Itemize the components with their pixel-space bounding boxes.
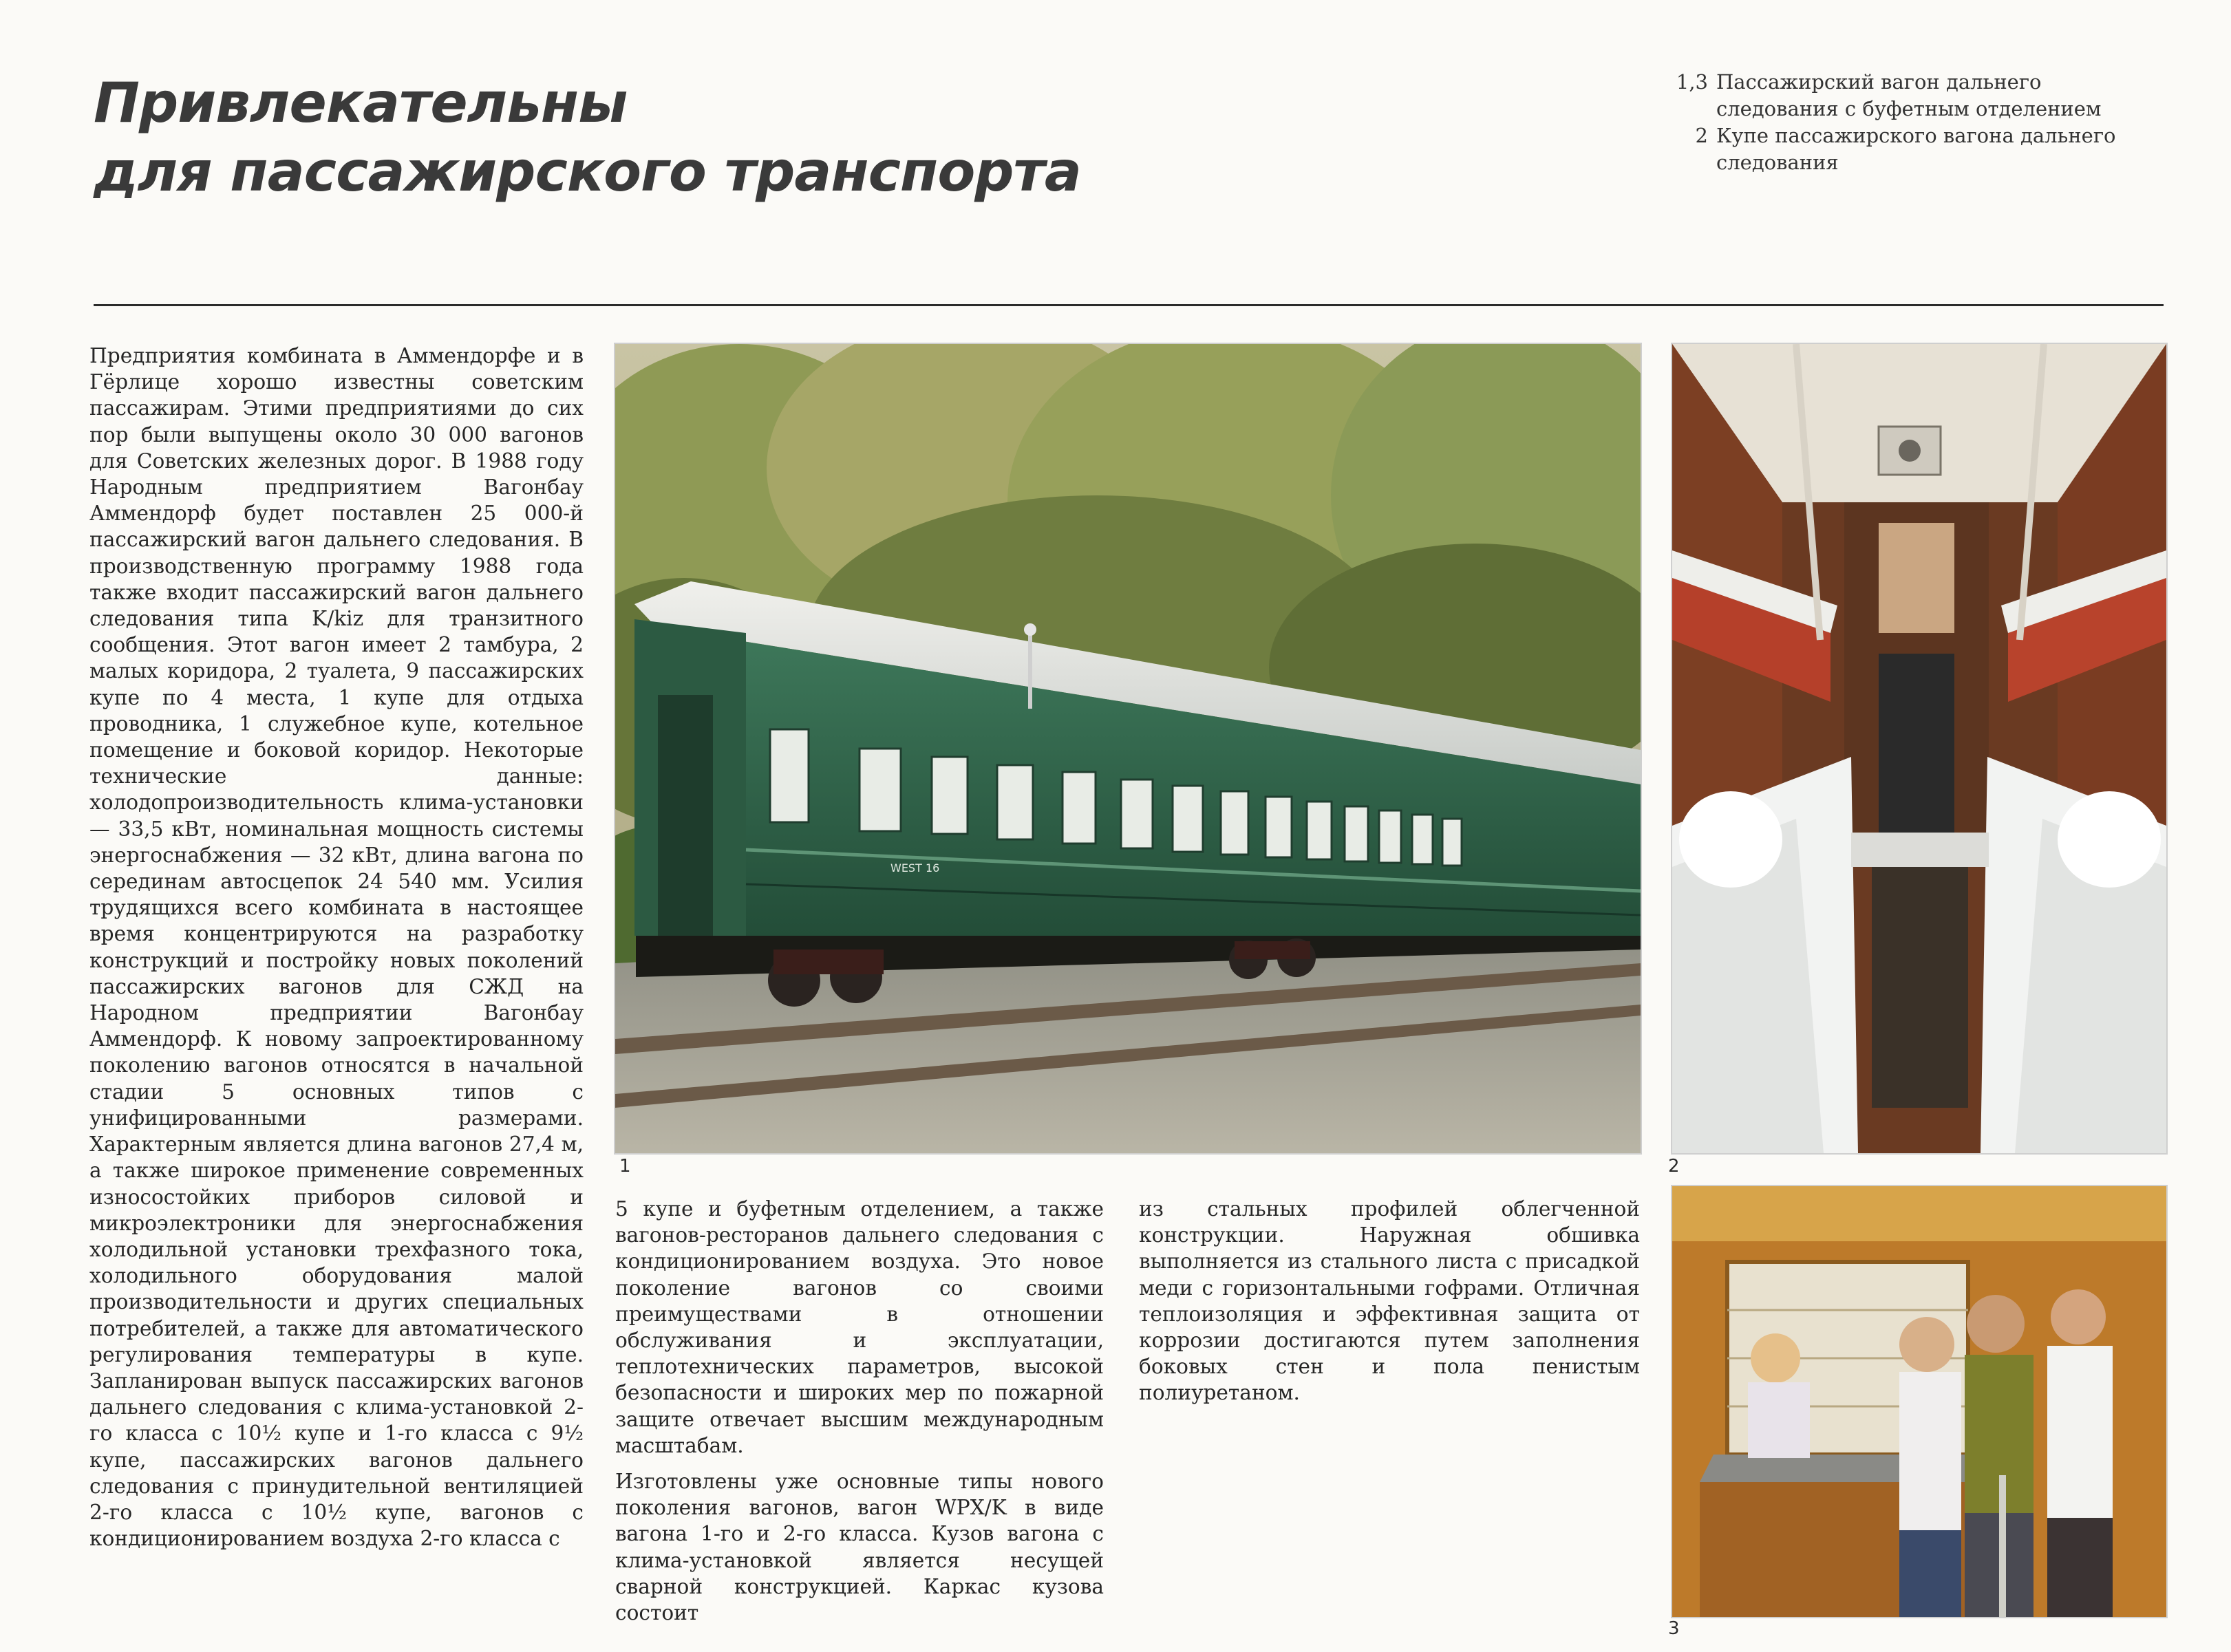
caption-item <box>1665 69 2161 122</box>
car-marking: WEST 16 <box>890 861 940 875</box>
paragraph: Предприятия комбината в Аммендорфе и в Гёрлице хорошо известны советским пассажирам. Этими предприятиями до сих пор были выпущены около 30 000 вагонов для Советских железных дорог. В 1988 году Народным предприятием Вагонбау Аммендорф будет поставлен 25 000-й пассажирский вагон дальнего следования. В производственную программу 1988 года также входит пассажирский вагон дальнего следования типа K/kiz для транзитного сообщения. Этот вагон имеет 2 тамбура, 2 малых коридора, 2 туалета, 9 пассажирских купе по 4 места, 1 купе для отдыха проводника, 1 служебное купе, котельное помещение и боковой коридор. Некоторые технические данные: холодопроизводительность клима-установки — 33,5 кВт, номинальная мощность системы энергоснабжения — 32 кВт, длина вагона по серединам автосцепок 24 540 мм. Усилия трудящихся всего комбината в настоящее время концентрируются на разработку конструкций и постройку новых поколений пассажирских вагонов для СЖД на Народном предприятии Вагонбау Аммендорф. К новому запроектированному поколению вагонов относятся в начальной стадии 5 основных типов с унифицированными размерами. Характерным является длина вагонов 27,4 м, а также широкое применение современных износостойких приборов силовой и микроэлектроники для энергоснабжения холодильной установки трехфазного тока, холодильного оборудования малой производительности и других специальных потребителей, а также для автоматического регулирования температуры в купе. Запланирован выпуск пассажирских вагонов дальнего следования с клима-установкой 2-го класса с 10½ купе и 1-го класса с 9½ купе, пассажирских вагонов дальнего следования с принудительной вентиляцией 2-го класса с 10½ купе, вагонов с кондиционированием воздуха 2-го класса с <box>89 344 584 1551</box>
paragraph: Изготовлены уже основные типы нового поколения вагонов, вагон WPX/K в виде вагона 1-го и 2-го класса. Кузов вагона с клима-установкой является несущей сварной конструкцией. Каркас кузова состоит <box>615 1470 1104 1625</box>
paragraph: из стальных профилей облегченной конструкции. Наружная обшивка выполняется из стального листа с присадкой меди с горизонтальными гофрами. Отличная теплоизоляция и эффективная защита от коррозии достигаются путем заполнения боковых стен и пола пенистым полиуретаном. <box>1139 1197 1640 1405</box>
photo-passenger-car <box>614 343 1642 1155</box>
page-title <box>94 69 1081 206</box>
text-column-1 <box>89 343 584 1552</box>
photo-buffet <box>1671 1185 2168 1618</box>
caption-number: 1,3 <box>1676 70 1708 94</box>
caption-number: 2 <box>1695 124 1708 147</box>
photo-compartment-interior <box>1671 343 2168 1155</box>
photo-number-1: 1 <box>619 1156 631 1177</box>
photo-number-2: 2 <box>1668 1156 1680 1177</box>
horizontal-rule <box>94 304 2164 306</box>
text-column-3 <box>1139 1196 1640 1406</box>
title-line-1: Привлекательны <box>94 71 628 135</box>
caption-text: Купе пассажирского вагона дальнего следования <box>1716 124 2116 174</box>
photo-number-3: 3 <box>1668 1618 1680 1639</box>
text-column-2 <box>615 1196 1104 1626</box>
photo-captions <box>1665 69 2161 176</box>
paragraph: 5 купе и буфетным отделением, а также вагонов-ресторанов дальнего следования с кондиционированием воздуха. Это новое поколение вагонов со своими преимуществами в отношении обслуживания и эксплуатации, теплотехнических параметров, высокой безопасности и широких мер по пожарной защите отвечает высшим международным масштабам. <box>615 1197 1104 1457</box>
title-line-2: для пассажирского транспорта <box>94 140 1081 204</box>
caption-text: Пассажирский вагон дальнего следования с буфетным отделением <box>1716 70 2102 120</box>
caption-item <box>1665 122 2161 176</box>
